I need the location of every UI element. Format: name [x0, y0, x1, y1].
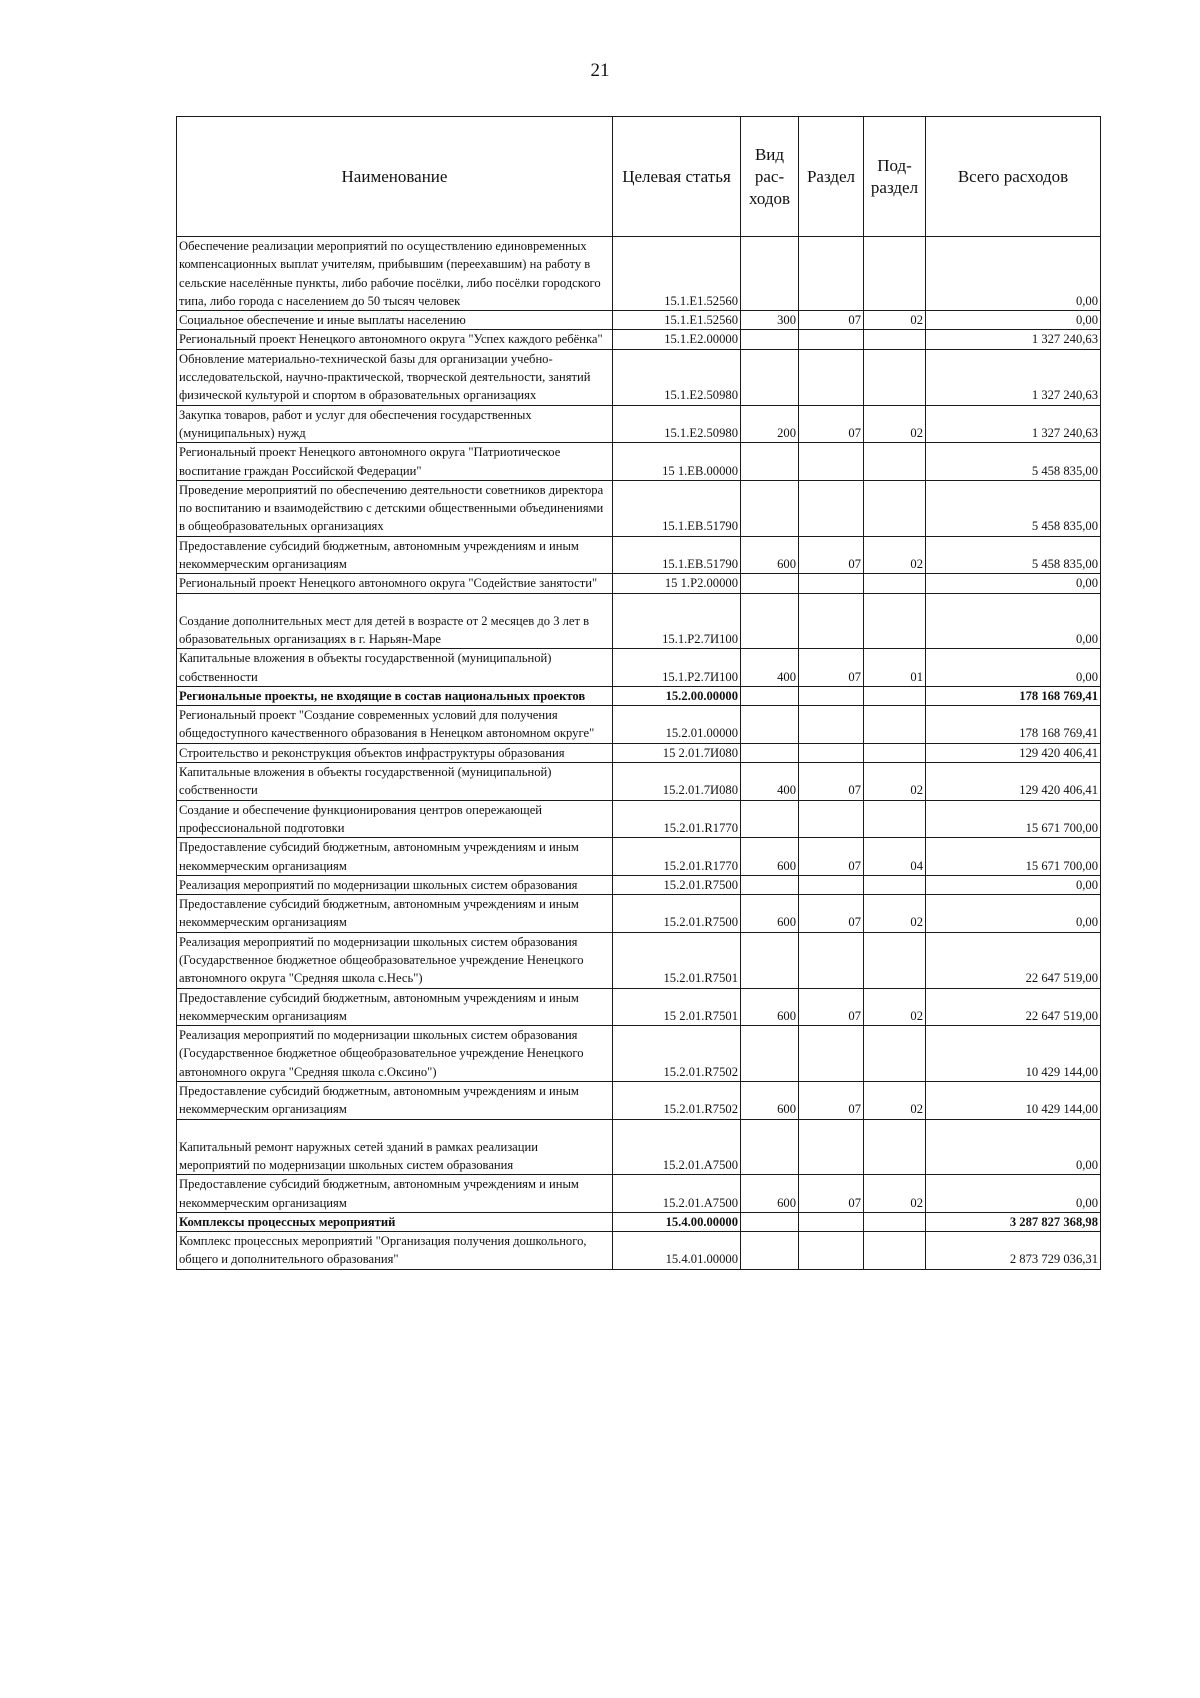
row-razdel: 07 — [799, 649, 864, 687]
table-row — [177, 895, 1101, 933]
table-row — [177, 743, 1101, 762]
row-target-code: 15.2.01.R7502 — [613, 1082, 741, 1120]
row-name: Закупка товаров, работ и услуг для обеспечения государственных (муниципальных) нужд — [177, 405, 613, 443]
row-name: Региональный проект "Создание современных условий для получения общедоступного качественного образования в Ненецком автономном округе" — [177, 706, 613, 744]
row-podrazdel — [864, 800, 926, 838]
row-target-code: 15.2.01.R7501 — [613, 932, 741, 988]
row-vid — [741, 686, 799, 705]
table-row — [177, 405, 1101, 443]
row-razdel — [799, 349, 864, 405]
budget-table — [176, 116, 1101, 1270]
row-podrazdel — [864, 237, 926, 311]
row-vid: 200 — [741, 405, 799, 443]
row-total: 1 327 240,63 — [926, 349, 1101, 405]
row-podrazdel — [864, 686, 926, 705]
row-total: 178 168 769,41 — [926, 706, 1101, 744]
row-name: Проведение мероприятий по обеспечению деятельности советников директора по воспитанию и взаимодействию с детскими общественными объединениями в общеобразовательных организациях — [177, 480, 613, 536]
row-target-code: 15.1.Е2.50980 — [613, 349, 741, 405]
row-vid: 400 — [741, 763, 799, 801]
row-podrazdel — [864, 574, 926, 593]
row-razdel — [799, 593, 864, 649]
row-razdel — [799, 443, 864, 481]
row-vid: 600 — [741, 1082, 799, 1120]
row-podrazdel: 02 — [864, 895, 926, 933]
row-total: 0,00 — [926, 875, 1101, 894]
table-row — [177, 706, 1101, 744]
row-total: 15 671 700,00 — [926, 800, 1101, 838]
row-razdel: 07 — [799, 405, 864, 443]
table-row — [177, 875, 1101, 894]
row-name: Обеспечение реализации мероприятий по осуществлению единовременных компенсационных выплат учителям, прибывшим (переехавшим) на работу в сельские населённые пункты, либо рабочие посёлки, либо посёлки городского типа, либо города с населением до 50 тысяч человек — [177, 237, 613, 311]
row-vid — [741, 743, 799, 762]
row-vid — [741, 932, 799, 988]
table-row — [177, 536, 1101, 574]
row-name: Реализация мероприятий по модернизации школьных систем образования (Государственное бюджетное общеобразовательное учреждение Ненецкого автономного округа "Средняя школа с.Несь") — [177, 932, 613, 988]
row-podrazdel — [864, 1232, 926, 1270]
table-row — [177, 349, 1101, 405]
table-row — [177, 988, 1101, 1026]
row-razdel: 07 — [799, 838, 864, 876]
row-name: Предоставление субсидий бюджетным, автономным учреждениям и иным некоммерческим организациям — [177, 988, 613, 1026]
row-target-code: 15.2.01.R7500 — [613, 895, 741, 933]
row-vid — [741, 1232, 799, 1270]
row-podrazdel — [864, 1026, 926, 1082]
row-target-code: 15.2.01.R7502 — [613, 1026, 741, 1082]
row-name: Региональный проект Ненецкого автономного округа "Содействие занятости" — [177, 574, 613, 593]
page-number: 21 — [590, 60, 610, 81]
row-podrazdel — [864, 743, 926, 762]
row-vid: 600 — [741, 536, 799, 574]
row-name: Реализация мероприятий по модернизации школьных систем образования (Государственное бюджетное общеобразовательное учреждение Ненецкого автономного округа "Средняя школа с.Оксино") — [177, 1026, 613, 1082]
row-name: Создание и обеспечение функционирования центров опережающей профессиональной подготовки — [177, 800, 613, 838]
row-podrazdel: 01 — [864, 649, 926, 687]
row-target-code: 15.2.01.7И080 — [613, 763, 741, 801]
table-row — [177, 800, 1101, 838]
row-name: Реализация мероприятий по модернизации школьных систем образования — [177, 875, 613, 894]
row-target-code: 15.1.Р2.7И100 — [613, 649, 741, 687]
row-total: 0,00 — [926, 649, 1101, 687]
table-row — [177, 1026, 1101, 1082]
header-total: Всего расходов — [926, 117, 1101, 237]
row-target-code: 15.2.01.R1770 — [613, 838, 741, 876]
table-body — [177, 237, 1101, 1270]
row-name: Капитальные вложения в объекты государственной (муниципальной) собственности — [177, 763, 613, 801]
row-name: Комплекс процессных мероприятий "Организация получения дошкольного, общего и дополнительного образования" — [177, 1232, 613, 1270]
header-podrazdel: Под- раздел — [864, 117, 926, 237]
row-vid — [741, 330, 799, 349]
row-total: 2 873 729 036,31 — [926, 1232, 1101, 1270]
row-razdel: 07 — [799, 763, 864, 801]
row-target-code: 15.4.01.00000 — [613, 1232, 741, 1270]
row-vid — [741, 237, 799, 311]
row-podrazdel — [864, 875, 926, 894]
row-target-code: 15.2.01.А7500 — [613, 1175, 741, 1213]
row-total: 5 458 835,00 — [926, 443, 1101, 481]
row-target-code: 15.2.01.R7500 — [613, 875, 741, 894]
row-name: Региональный проект Ненецкого автономного округа "Успех каждого ребёнка" — [177, 330, 613, 349]
row-target-code: 15.1.ЕВ.51790 — [613, 480, 741, 536]
row-podrazdel — [864, 1212, 926, 1231]
table-row — [177, 1212, 1101, 1231]
row-total: 5 458 835,00 — [926, 480, 1101, 536]
row-podrazdel — [864, 349, 926, 405]
row-name: Капитальные вложения в объекты государственной (муниципальной) собственности — [177, 649, 613, 687]
row-target-code: 15.1.Е1.52560 — [613, 237, 741, 311]
row-total: 129 420 406,41 — [926, 743, 1101, 762]
row-vid — [741, 1026, 799, 1082]
row-razdel — [799, 1232, 864, 1270]
row-razdel: 07 — [799, 1175, 864, 1213]
row-razdel — [799, 574, 864, 593]
row-vid — [741, 574, 799, 593]
row-vid: 600 — [741, 838, 799, 876]
row-razdel: 07 — [799, 1082, 864, 1120]
row-target-code: 15.4.00.00000 — [613, 1212, 741, 1231]
row-total: 1 327 240,63 — [926, 330, 1101, 349]
row-vid: 400 — [741, 649, 799, 687]
header-row — [177, 117, 1101, 237]
row-podrazdel: 02 — [864, 405, 926, 443]
row-total: 1 327 240,63 — [926, 405, 1101, 443]
table-row — [177, 686, 1101, 705]
header-target: Целевая статья — [613, 117, 741, 237]
row-total: 0,00 — [926, 593, 1101, 649]
row-razdel: 07 — [799, 988, 864, 1026]
row-podrazdel: 02 — [864, 311, 926, 330]
row-total: 0,00 — [926, 237, 1101, 311]
row-target-code: 15.2.00.00000 — [613, 686, 741, 705]
row-razdel — [799, 875, 864, 894]
row-total: 0,00 — [926, 574, 1101, 593]
row-vid — [741, 443, 799, 481]
table-row — [177, 1175, 1101, 1213]
row-target-code: 15 2.01.R7501 — [613, 988, 741, 1026]
row-podrazdel — [864, 706, 926, 744]
table-row — [177, 237, 1101, 311]
row-vid: 600 — [741, 988, 799, 1026]
row-total: 178 168 769,41 — [926, 686, 1101, 705]
table-row — [177, 311, 1101, 330]
row-podrazdel: 02 — [864, 988, 926, 1026]
table-row — [177, 574, 1101, 593]
row-podrazdel — [864, 480, 926, 536]
row-total: 3 287 827 368,98 — [926, 1212, 1101, 1231]
row-vid — [741, 800, 799, 838]
table-row — [177, 1232, 1101, 1270]
row-total: 0,00 — [926, 895, 1101, 933]
row-name: Создание дополнительных мест для детей в возрасте от 2 месяцев до 3 лет в образовательных организациях в г. Нарьян-Маре — [177, 593, 613, 649]
row-name: Обновление материально-технической базы для организации учебно-исследовательской, научно-практической, творческой деятельности, занятий физической культурой и спортом в образовательных организациях — [177, 349, 613, 405]
table-row — [177, 1082, 1101, 1120]
row-vid — [741, 706, 799, 744]
row-name: Социальное обеспечение и иные выплаты населению — [177, 311, 613, 330]
row-razdel — [799, 932, 864, 988]
row-target-code: 15.1.Е2.00000 — [613, 330, 741, 349]
table-row — [177, 932, 1101, 988]
row-podrazdel — [864, 932, 926, 988]
row-target-code: 15 1.Р2.00000 — [613, 574, 741, 593]
row-target-code: 15.1.ЕВ.51790 — [613, 536, 741, 574]
row-razdel — [799, 706, 864, 744]
row-target-code: 15.2.01.R1770 — [613, 800, 741, 838]
row-razdel: 07 — [799, 311, 864, 330]
row-total: 10 429 144,00 — [926, 1082, 1101, 1120]
row-podrazdel: 02 — [864, 1175, 926, 1213]
row-razdel — [799, 1119, 864, 1175]
table-row — [177, 480, 1101, 536]
row-vid — [741, 1119, 799, 1175]
row-razdel — [799, 800, 864, 838]
row-podrazdel — [864, 330, 926, 349]
table-row — [177, 1119, 1101, 1175]
header-vid: Вид рас- ходов — [741, 117, 799, 237]
row-vid — [741, 480, 799, 536]
row-target-code: 15 2.01.7И080 — [613, 743, 741, 762]
row-target-code: 15.1.Р2.7И100 — [613, 593, 741, 649]
row-podrazdel — [864, 593, 926, 649]
row-razdel — [799, 1212, 864, 1231]
row-total: 22 647 519,00 — [926, 988, 1101, 1026]
row-razdel — [799, 237, 864, 311]
row-name: Предоставление субсидий бюджетным, автономным учреждениям и иным некоммерческим организациям — [177, 536, 613, 574]
row-total: 10 429 144,00 — [926, 1026, 1101, 1082]
row-razdel: 07 — [799, 536, 864, 574]
row-total: 129 420 406,41 — [926, 763, 1101, 801]
header-name: Наименование — [177, 117, 613, 237]
row-total: 15 671 700,00 — [926, 838, 1101, 876]
row-razdel — [799, 480, 864, 536]
table-row — [177, 838, 1101, 876]
row-target-code: 15 1.ЕВ.00000 — [613, 443, 741, 481]
row-vid — [741, 875, 799, 894]
row-target-code: 15.1.Е1.52560 — [613, 311, 741, 330]
row-name: Предоставление субсидий бюджетным, автономным учреждениям и иным некоммерческим организациям — [177, 1082, 613, 1120]
row-name: Региональные проекты, не входящие в состав национальных проектов — [177, 686, 613, 705]
row-vid — [741, 593, 799, 649]
row-vid: 600 — [741, 1175, 799, 1213]
table-row — [177, 649, 1101, 687]
table-row — [177, 443, 1101, 481]
row-name: Строительство и реконструкция объектов инфраструктуры образования — [177, 743, 613, 762]
row-target-code: 15.2.01.00000 — [613, 706, 741, 744]
row-name: Предоставление субсидий бюджетным, автономным учреждениям и иным некоммерческим организациям — [177, 895, 613, 933]
row-vid — [741, 349, 799, 405]
row-target-code: 15.1.Е2.50980 — [613, 405, 741, 443]
row-razdel — [799, 686, 864, 705]
table-row — [177, 593, 1101, 649]
row-podrazdel — [864, 1119, 926, 1175]
row-podrazdel: 04 — [864, 838, 926, 876]
row-target-code: 15.2.01.А7500 — [613, 1119, 741, 1175]
header-razdel: Раздел — [799, 117, 864, 237]
row-vid: 600 — [741, 895, 799, 933]
row-total: 0,00 — [926, 1119, 1101, 1175]
table-row — [177, 330, 1101, 349]
row-name: Капитальный ремонт наружных сетей зданий в рамках реализации мероприятий по модернизации школьных систем образования — [177, 1119, 613, 1175]
row-name: Предоставление субсидий бюджетным, автономным учреждениям и иным некоммерческим организациям — [177, 1175, 613, 1213]
row-podrazdel: 02 — [864, 1082, 926, 1120]
row-razdel — [799, 330, 864, 349]
row-razdel — [799, 743, 864, 762]
row-razdel: 07 — [799, 895, 864, 933]
row-razdel — [799, 1026, 864, 1082]
row-podrazdel — [864, 443, 926, 481]
row-total: 22 647 519,00 — [926, 932, 1101, 988]
row-total: 5 458 835,00 — [926, 536, 1101, 574]
row-vid: 300 — [741, 311, 799, 330]
row-podrazdel: 02 — [864, 536, 926, 574]
table-row — [177, 763, 1101, 801]
row-name: Комплексы процессных мероприятий — [177, 1212, 613, 1231]
row-name: Региональный проект Ненецкого автономного округа "Патриотическое воспитание граждан Российской Федерации" — [177, 443, 613, 481]
row-podrazdel: 02 — [864, 763, 926, 801]
row-total: 0,00 — [926, 1175, 1101, 1213]
row-vid — [741, 1212, 799, 1231]
row-total: 0,00 — [926, 311, 1101, 330]
row-name: Предоставление субсидий бюджетным, автономным учреждениям и иным некоммерческим организациям — [177, 838, 613, 876]
